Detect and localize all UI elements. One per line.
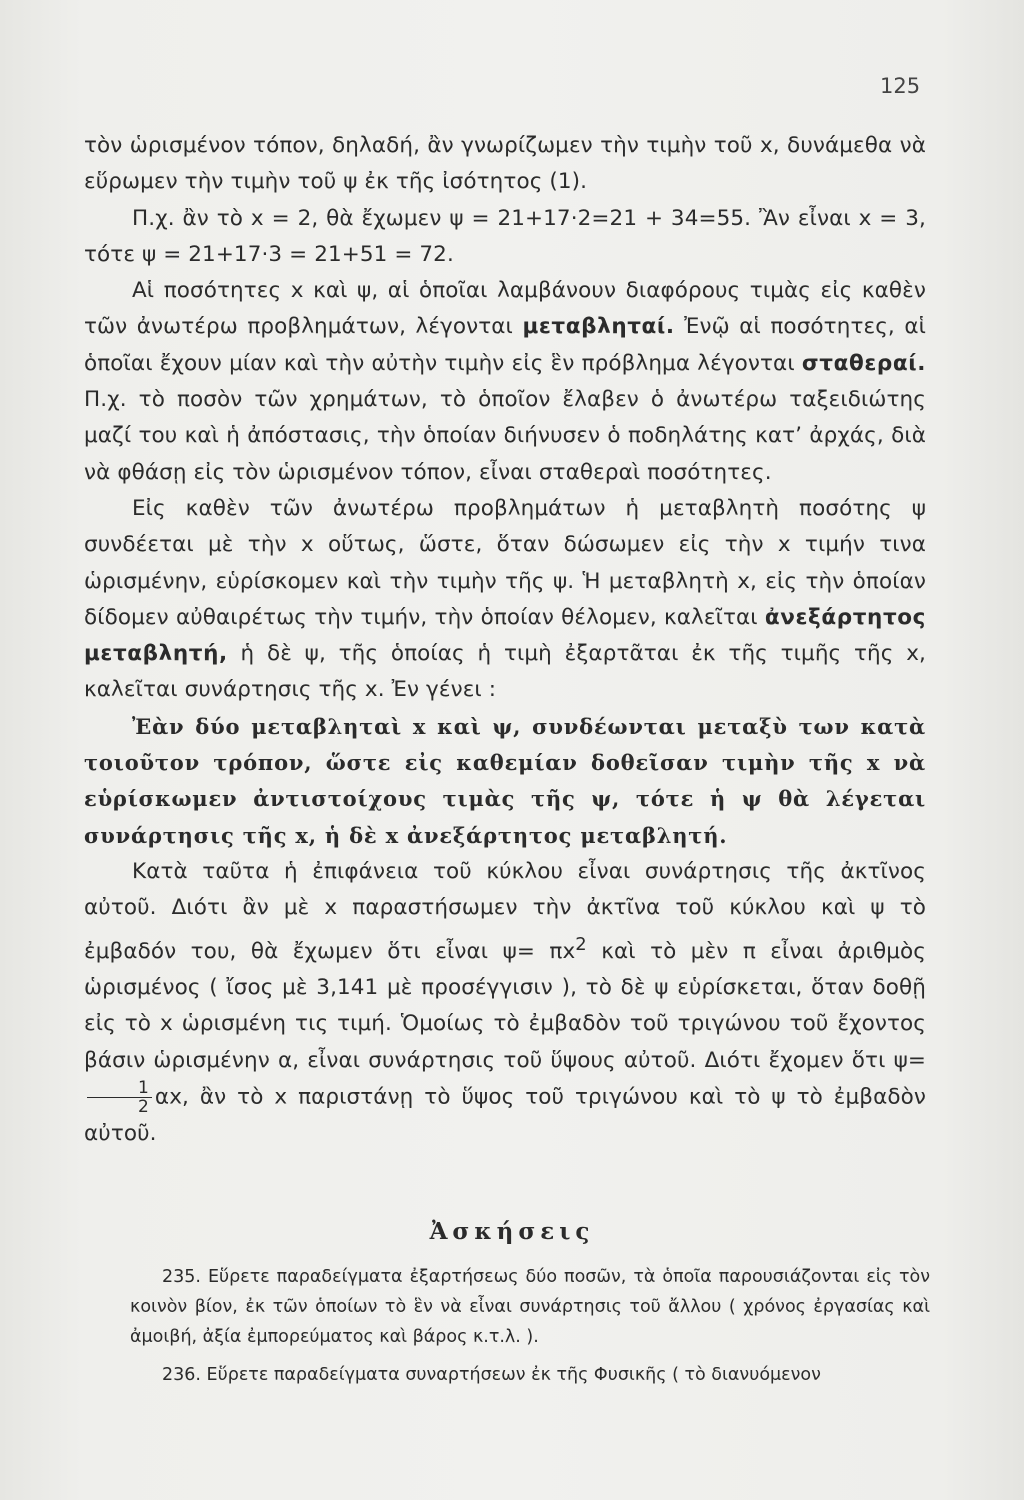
- exercises-heading: Ἀσκήσεις: [429, 1218, 595, 1245]
- circle-example-text-a: Κατὰ ταῦτα ἡ ἐπιφάνεια τοῦ κύκλου εἶναι συνάρτησις τῆς ἀκτῖνος αὐτοῦ. Διότι ἂν μὲ x παραστήσωμεν τὴν ἀκτῖνα τοῦ κύκλου καὶ ψ τὸ ἐμβαδόν του, θὰ ἔχωμεν ὅτι εἶναι ψ= πx: [84, 858, 926, 964]
- fraction-numerator: 1: [87, 1079, 152, 1098]
- fraction-denominator: 2: [138, 1096, 149, 1117]
- term-constants: σταθεραί.: [801, 350, 927, 376]
- paragraph-example: Π.χ. ἂν τὸ x = 2, θὰ ἔχωμεν ψ = 21+17·2=21 + 34=55. Ἂν εἶναι x = 3, τότε ψ = 21+17·3 = 21+51 = 72.: [84, 205, 926, 267]
- paragraph-variables: [84, 273, 926, 491]
- exercise-text: Εὕρετε παραδείγματα συναρτήσεων ἐκ τῆς Φυσικῆς ( τὸ διανυόμενον: [206, 1365, 821, 1385]
- circle-example-text-b: καὶ τὸ μὲν π εἶναι ἀριθμὸς ὡρισμένος ( ἴσος μὲ 3,141 μὲ προσέγγισιν ), τὸ δὲ ψ εὑρίσκεται, ὅταν δοθῇ εἰς τὸ x ὡρισμένη τις τιμή. Ὁμοίως τὸ ἐμβαδὸν τοῦ τριγώνου τοῦ ἔχοντος βάσιν ὡρισμένην α, εἶναι συνάρτησις τοῦ ὕψους αὐτοῦ. Διότι ἔχομεν ὅτι ψ=: [84, 938, 926, 1073]
- fraction-one-half: [87, 1079, 152, 1116]
- paragraph-dependence-text-a: Εἰς καθὲν τῶν ἀνωτέρω προβλημάτων ἡ μεταβλητὴ ποσότης ψ συνδέεται μὲ τὴν x οὕτως, ὥστε, ὅταν δώσωμεν εἰς τὴν x τιμήν τινα ὡρισμένην, εὑρίσκομεν καὶ τὴν τιμὴν τῆς ψ. Ἡ μεταβλητὴ x, εἰς τὴν ὁποίαν δίδομεν αὐθαιρέτως τὴν τιμήν, τὴν ὁποίαν θέλομεν, καλεῖται: [84, 495, 926, 630]
- paragraph-variables-text-c: Ἐνῷ αἱ ποσότητες, αἱ ὁποῖαι ἔχουν μίαν καὶ τὴν αὐτὴν τιμὴν εἰς ἓν πρόβλημα λέγονται: [84, 314, 927, 376]
- paragraph-dependence: [84, 491, 926, 709]
- circle-example-text-c: αx, ἂν τὸ x παριστάνῃ τὸ ὕψος τοῦ τριγώνου καὶ τὸ ψ τὸ ἐμβαδὸν αὐτοῦ.: [84, 1084, 926, 1146]
- exercise-text: Εὕρετε παραδείγματα ἐξαρτήσεως δύο ποσῶν, τὰ ὁποῖα παρουσιάζονται εἰς τὸν κοινὸν βίον, ἐκ τῶν ὁποίων τὸ ἓν νὰ εἶναι συνάρτησις τοῦ ἄλλου ( χρόνος ἐργασίας καὶ ἀμοιβή, ἀξία ἐμπορεύματος καὶ βάρος κ.τ.λ. ).: [130, 1267, 930, 1347]
- term-variables: μεταβληταί.: [522, 314, 675, 340]
- paragraph-1: τὸν ὡρισμένον τόπον, δηλαδή, ἂν γνωρίζωμεν τὴν τιμὴν τοῦ x, δυνάμεθα νὰ εὕρωμεν τὴν τιμὴν τοῦ ψ ἐκ τῆς ἰσότητος (1).: [84, 133, 926, 195]
- paragraph-circle-example: [84, 854, 926, 1152]
- term-independent-variable: ἀνεξάρτητος μεταβλητή,: [84, 604, 926, 667]
- exercise-number: 236.: [162, 1365, 201, 1385]
- page-number: 125: [880, 74, 921, 98]
- exponent: 2: [575, 933, 587, 955]
- exercise-item: [130, 1360, 930, 1390]
- main-text: [84, 128, 926, 1152]
- function-definition: Ἐὰν δύο μεταβληταὶ x καὶ ψ, συνδέωνται μεταξὺ των κατὰ τοιοῦτον τρόπον, ὥστε εἰς καθεμίαν δοθεῖσαν τιμὴν τῆς x νὰ εὑρίσκωμεν ἀντιστοίχους τιμὰς τῆς ψ, τότε ἡ ψ θὰ λέγεται συνάρτησις τῆς x, ἡ δὲ x ἀνεξάρτητος μεταβλητή.: [84, 713, 926, 848]
- paragraph-dependence-text-c: ἡ δὲ ψ, τῆς ὁποίας ἡ τιμὴ ἐξαρτᾶται ἐκ τῆς τιμῆς τῆς x, καλεῖται συνάρτησις τῆς x. Ἐν γένει :: [84, 641, 926, 703]
- paragraph-variables-text-e: Π.χ. τὸ ποσὸν τῶν χρημάτων, τὸ ὁποῖον ἔλαβεν ὁ ἀνωτέρω ταξειδιώτης μαζί του καὶ ἡ ἀπόστασις, τὴν ὁποίαν διήνυσεν ὁ ποδηλάτης κατ’ ἀρχάς, διὰ νὰ φθάσῃ εἰς τὸν ὡρισμένον τόπον, εἶναι σταθεραὶ ποσότητες.: [84, 387, 926, 485]
- exercises-list: [130, 1262, 930, 1398]
- exercise-item: [130, 1262, 930, 1352]
- paragraph-variables-text-a: Αἱ ποσότητες x καὶ ψ, αἱ ὁποῖαι λαμβάνουν διαφόρους τιμὰς εἰς καθὲν τῶν ἀνωτέρω προβλημάτων, λέγονται: [84, 278, 926, 340]
- exercise-number: 235.: [162, 1267, 201, 1287]
